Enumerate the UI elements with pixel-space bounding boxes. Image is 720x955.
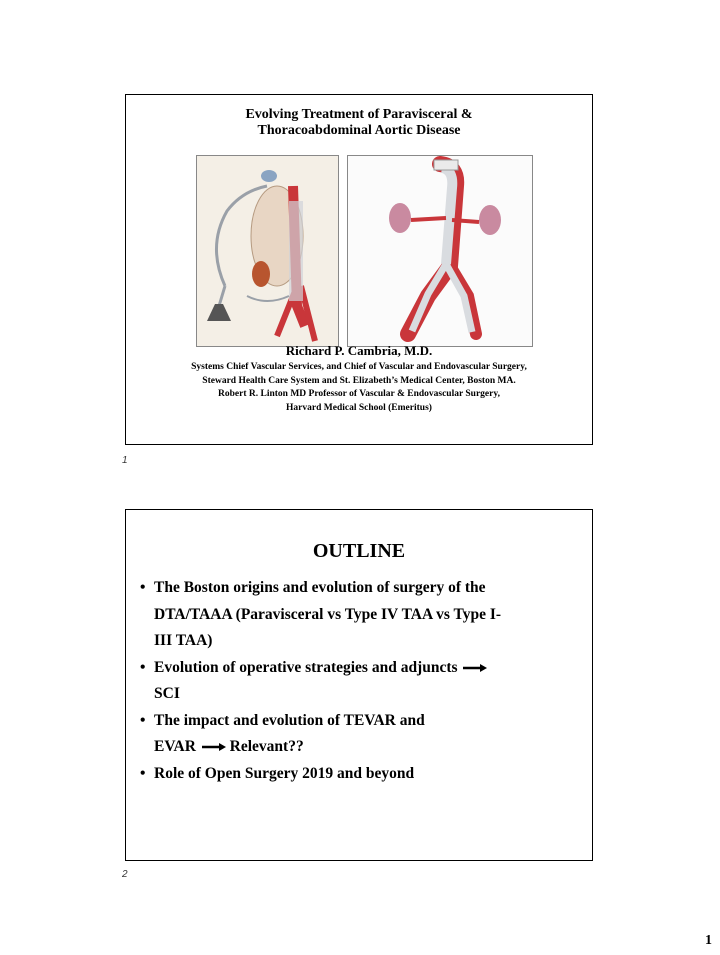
open-surgery-illustration [196,155,339,347]
endovascular-illustration [347,155,533,347]
open-repair-drawing [197,156,338,346]
page-number: 1 [705,933,712,948]
list-item: • Evolution of operative strategies and adjuncts SCI [140,655,578,708]
slide-1-title: Evolving Treatment of Paravisceral & Thoracoabdominal Aortic Disease [245,107,473,138]
list-item: • The Boston origins and evolution of surgery of the DTA/TAAA (Paravisceral vs Type IV TAA vs Type I- III TAA) [140,575,578,655]
list-item: • Role of Open Surgery 2019 and beyond [140,761,578,788]
arrow-right-icon [461,663,487,673]
outline-list [140,575,578,787]
arrow-right-icon [200,742,226,752]
author-affiliation: Systems Chief Vascular Services, and Chief of Vascular and Endovascular Surgery, Steward Health Care System and St. Elizabeth’s Medical Center, Boston MA. Robert R. Linton MD Professor of Vascular & Endovascular Surgery, Harvard Medical School (Emeritus) [191,362,527,413]
author-name: Richard P. Cambria, M.D. [285,343,433,358]
stent-graft-drawing [348,156,532,346]
list-item: • The impact and evolution of TEVAR and EVAR Relevant?? [140,708,578,761]
slide-2-number: 2 [122,869,128,880]
slide-1-number: 1 [122,455,128,466]
slide-1 [125,94,593,445]
outline-title: OUTLINE [312,540,406,562]
slide-2 [125,509,593,861]
